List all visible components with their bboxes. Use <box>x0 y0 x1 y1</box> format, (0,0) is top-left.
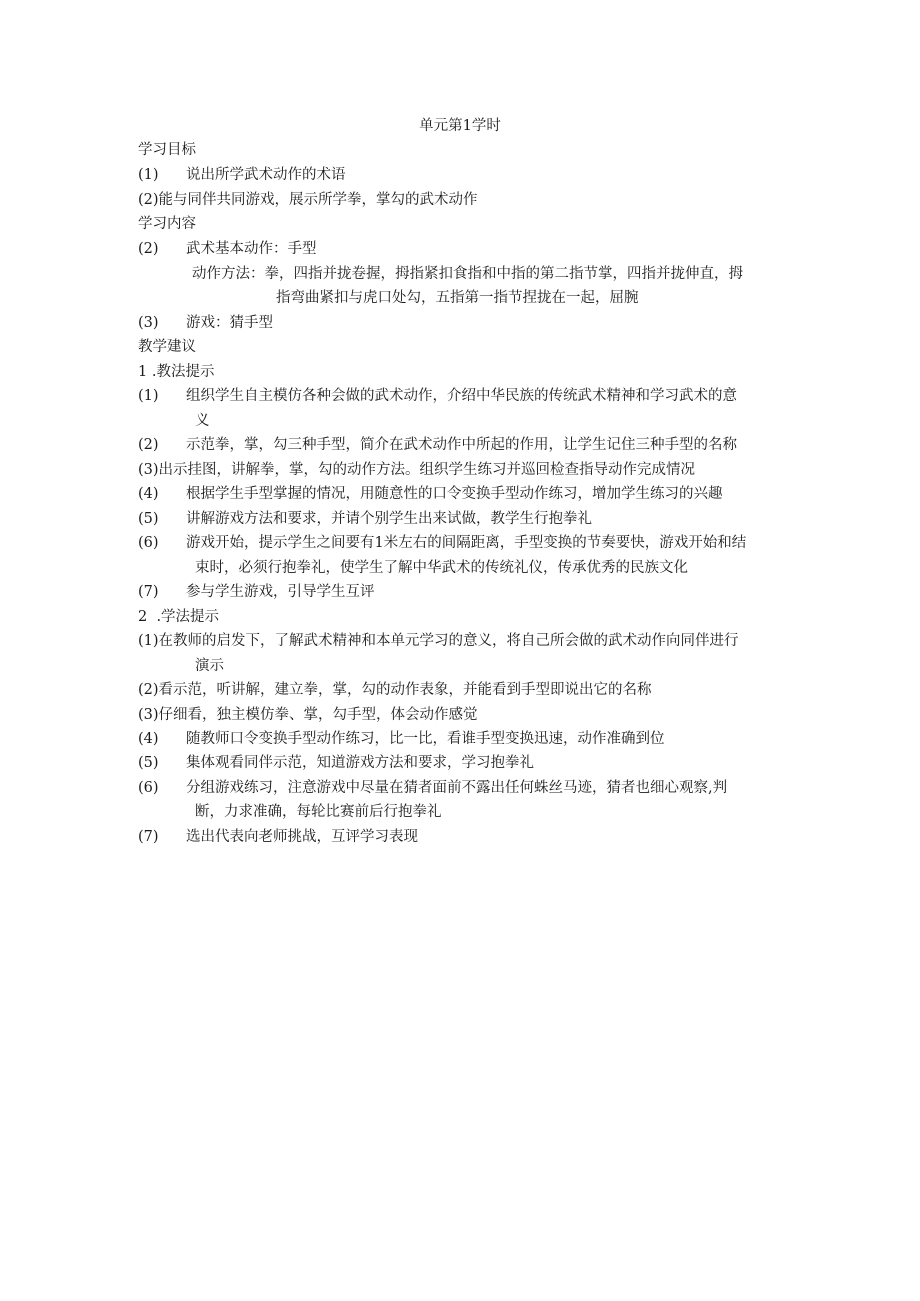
teach-1-text-line-2: 义 <box>195 413 210 429</box>
content-1-number: (2) <box>138 241 159 257</box>
teach-6-number: (6) <box>138 535 159 551</box>
learn-4-number: (4) <box>138 731 159 747</box>
teach-6-text-line-1: 游戏开始，提示学生之间要有1米左右的间隔距离，手型变换的节奏要快，游戏开始和结 <box>186 535 747 551</box>
teach-4-number: (4) <box>138 486 159 502</box>
learn-4-text: 随教师口令变换手型动作练习，比一比，看谁手型变换迅速，动作准确到位 <box>186 731 665 747</box>
learn-3: (3)仔细看，独主模仿拳、掌，勾手型，体会动作感觉 <box>138 707 478 723</box>
teach-1-text-line-1: 组织学生自主模仿各种会做的武术动作，介绍中华民族的传统武术精神和学习武术的意 <box>186 388 737 404</box>
learn-6-text-line-1: 分组游戏练习，注意游戏中尽量在猜者面前不露出任何蛛丝马迹，猜者也细心观察,判 <box>186 780 728 796</box>
content-method-line-2: 指弯曲紧扣与虎口处勾，五指第一指节捏拢在一起，屈腕 <box>276 290 639 306</box>
learn-7-number: (7) <box>138 829 159 845</box>
objective-1-text: 说出所学武术动作的术语 <box>186 167 346 183</box>
learn-6-text-line-2: 断，力求准确，每轮比赛前后行抱拳礼 <box>195 804 442 820</box>
learn-1-line-1: (1)在教师的启发下，了解武术精神和本单元学习的意义，将自己所会做的武术动作向同伴进行 <box>138 633 739 649</box>
objectives-heading: 学习目标 <box>138 142 196 158</box>
learn-heading: 2 .学法提示 <box>138 609 220 625</box>
teach-2-number: (2) <box>138 437 159 453</box>
page-title: 单元第1学时 <box>419 118 501 134</box>
learn-2: (2)看示范，听讲解，建立拳，掌，勾的动作表象，并能看到手型即说出它的名称 <box>138 682 652 698</box>
content-method-line-1: 动作方法：拳，四指并拢卷握，拇指紧扣食指和中指的第二指节掌，四指并拢伸直，拇 <box>192 266 743 282</box>
teach-3: (3)出示挂图，讲解拳，掌，勾的动作方法。组织学生练习并巡回检查指导动作完成情况 <box>138 462 696 478</box>
teach-heading: 1 .教法提示 <box>138 364 215 380</box>
content-2-text: 游戏：猜手型 <box>186 315 273 331</box>
content-1-text: 武术基本动作：手型 <box>186 241 317 257</box>
content-heading: 学习内容 <box>138 216 196 232</box>
content-2-number: (3) <box>138 315 159 331</box>
learn-6-number: (6) <box>138 780 159 796</box>
learn-5-text: 集体观看同伴示范，知道游戏方法和要求，学习抱拳礼 <box>186 755 534 771</box>
teach-2-text: 示范拳，掌，勾三种手型，简介在武术动作中所起的作用，让学生记住三种手型的名称 <box>186 437 737 453</box>
teach-7-number: (7) <box>138 584 159 600</box>
learn-7-text: 选出代表向老师挑战，互评学习表现 <box>186 829 418 845</box>
teach-4-text: 根据学生手型掌握的情况，用随意性的口令变换手型动作练习，增加学生练习的兴趣 <box>186 486 723 502</box>
teach-1-number: (1) <box>138 388 159 404</box>
teach-5-number: (5) <box>138 511 159 527</box>
objective-1-number: (1) <box>138 167 159 183</box>
suggestion-heading: 教学建议 <box>138 339 196 355</box>
teach-7-text: 参与学生游戏，引导学生互评 <box>186 584 375 600</box>
teach-6-text-line-2: 束时，必须行抱拳礼，使学生了解中华武术的传统礼仪，传承优秀的民族文化 <box>195 560 688 576</box>
learn-1-line-2: 演示 <box>195 658 224 674</box>
objective-2: (2)能与同伴共同游戏，展示所学拳，掌勾的武术动作 <box>138 192 478 208</box>
teach-5-text: 讲解游戏方法和要求，并请个别学生出来试做，教学生行抱拳礼 <box>186 511 592 527</box>
learn-5-number: (5) <box>138 755 159 771</box>
